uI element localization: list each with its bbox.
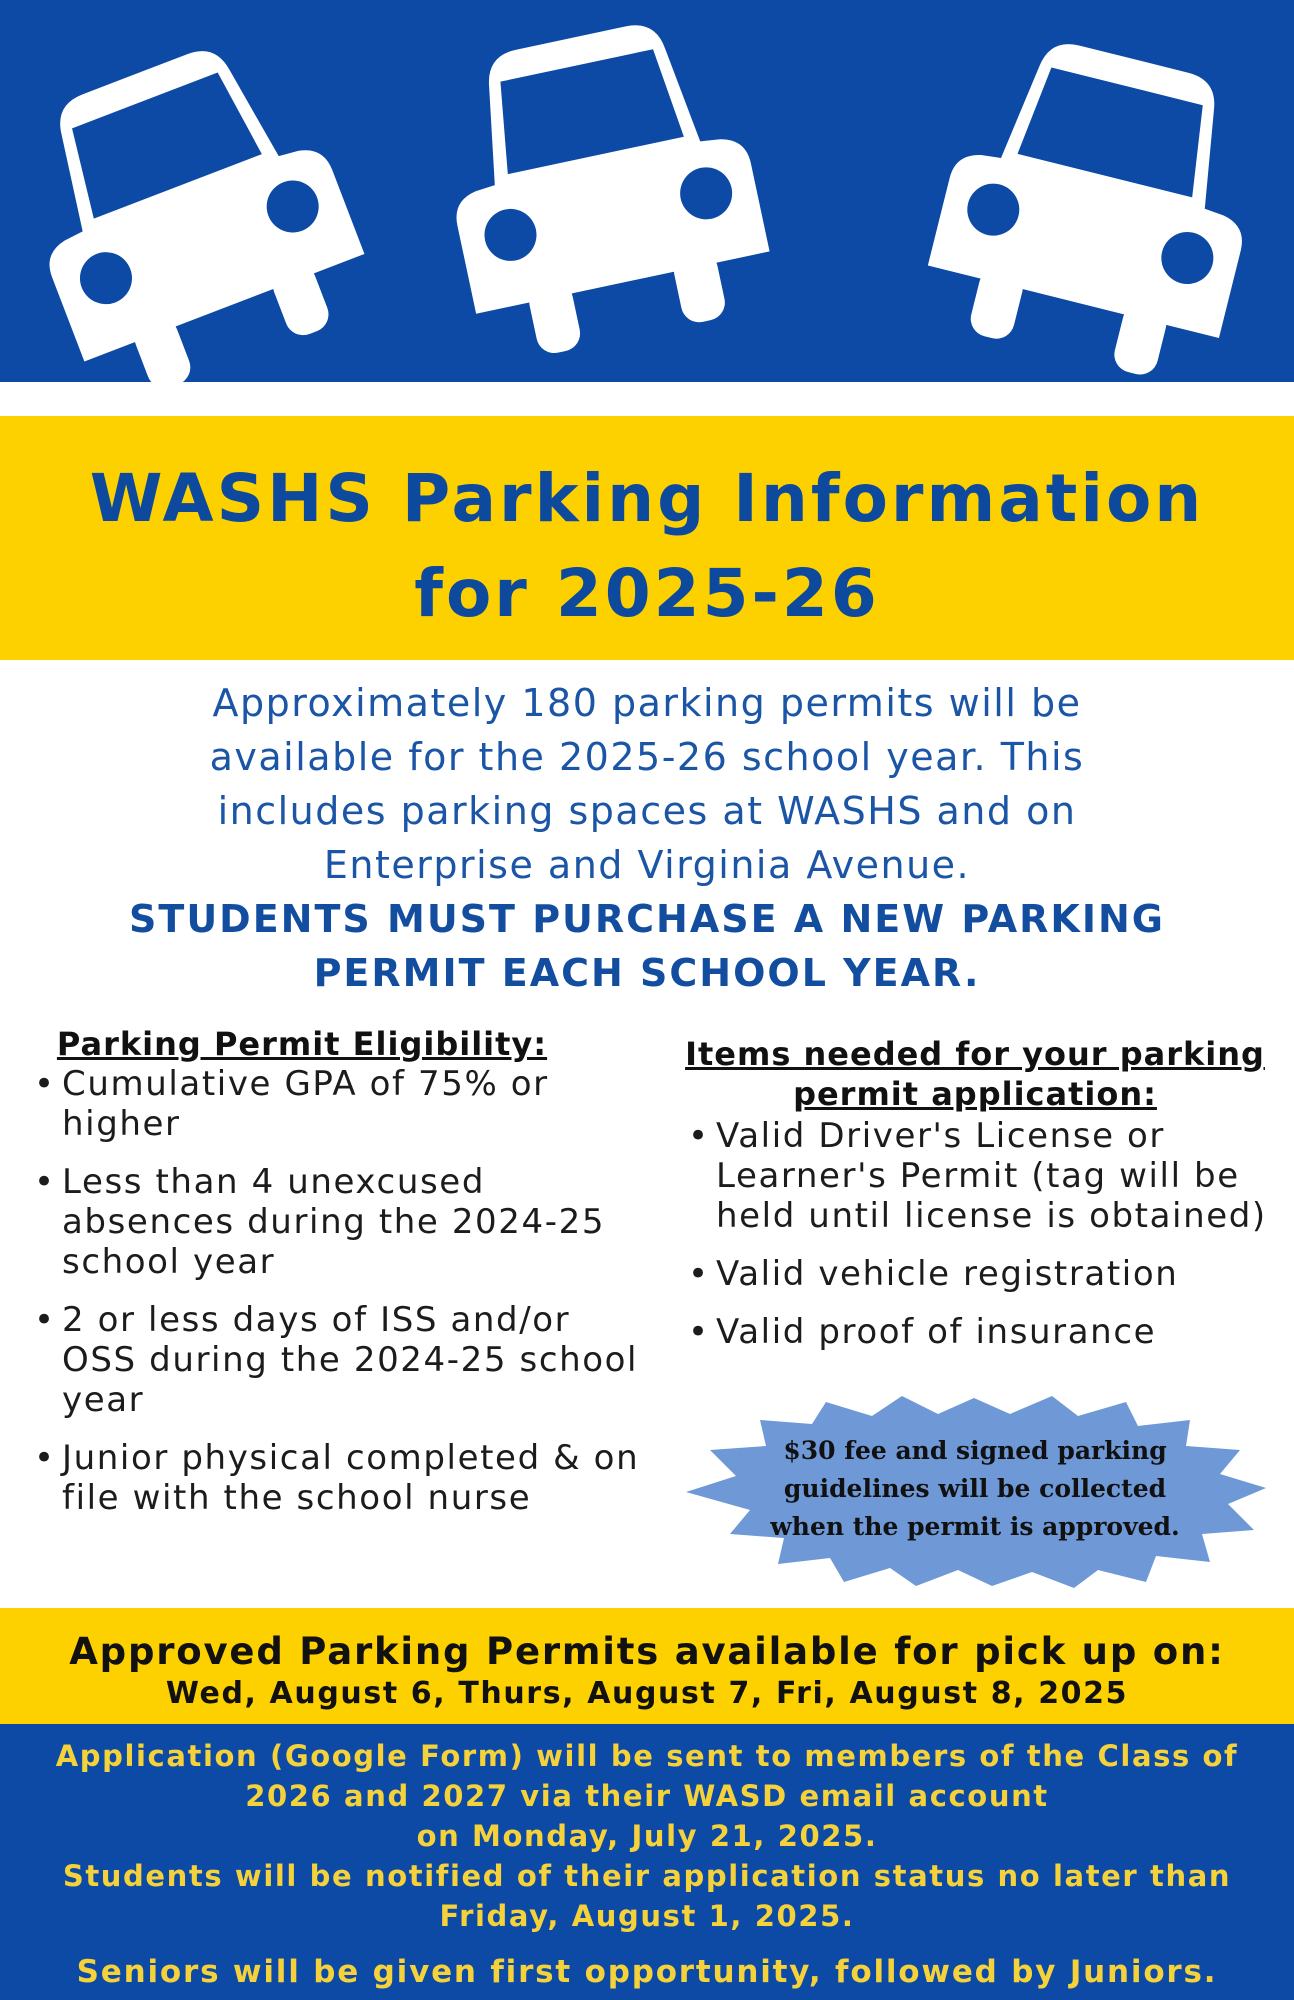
intro-line-4: Enterprise and Virginia Avenue. (323, 843, 971, 887)
intro-text (60, 676, 1234, 892)
footer-line-1: Application (Google Form) will be sent to members of the Class of (55, 1739, 1239, 1773)
list-item: • Valid proof of insurance (680, 1312, 1290, 1352)
pickup-band (0, 1608, 1294, 1724)
footer-line-3: on Monday, July 21, 2025. (416, 1819, 878, 1853)
eligibility-list (26, 1064, 646, 1518)
car-banner-art (0, 0, 1294, 382)
items-needed-section (660, 1034, 1290, 1370)
list-item: • Less than 4 unexcused absences during the 2024-25 school year (26, 1162, 646, 1282)
fee-note: $30 fee and signed parking guidelines will be collected when the permit is approved. (770, 1436, 1180, 1541)
pickup-dates: Wed, August 6, Thurs, August 7, Fri, August 8, 2025 (165, 1676, 1129, 1711)
car-icon (0, 21, 384, 382)
pickup-heading: Approved Parking Permits available for pick up on: (69, 1630, 1225, 1673)
intro-line-2: available for the 2025-26 school year. This (209, 735, 1085, 779)
eligibility-section (26, 1024, 646, 1536)
items-needed-list (680, 1116, 1290, 1352)
list-item: • Valid vehicle registration (680, 1254, 1290, 1294)
intro-section (60, 676, 1234, 1000)
title-line-1: WASHS Parking Information (89, 460, 1205, 537)
seniors-priority-note: Seniors will be given first opportunity, followed by Juniors. (76, 1954, 1218, 1990)
fee-starburst (680, 1392, 1268, 1590)
items-needed-heading: Items needed for your parking permit application: (685, 1035, 1265, 1113)
car-icon (915, 23, 1280, 382)
list-item: • Cumulative GPA of 75% or higher (26, 1064, 646, 1144)
list-item: • Junior physical completed & on file with the school nurse (26, 1438, 646, 1518)
eligibility-heading: Parking Permit Eligibility: (56, 1025, 548, 1063)
application-footer (0, 1724, 1294, 2000)
title-band (0, 416, 1294, 660)
car-banner (0, 0, 1294, 382)
intro-line-3: includes parking spaces at WASHS and on (217, 789, 1077, 833)
list-item: • 2 or less days of ISS and/or OSS during the 2024-25 school year (26, 1300, 646, 1420)
footer-line-5: Friday, August 1, 2025. (439, 1899, 855, 1933)
list-item: • Valid Driver's License or Learner's Permit (tag will be held until license is obtained) (680, 1116, 1290, 1236)
page-title (0, 451, 1294, 641)
footer-line-4: Students will be notified of their application status no later than (62, 1859, 1232, 1893)
car-icon (424, 7, 781, 368)
intro-line-1: Approximately 180 parking permits will be (212, 681, 1082, 725)
title-line-2: for 2025-26 (414, 555, 880, 632)
footer-line-2: 2026 and 2027 via their WASD email account (245, 1779, 1049, 1813)
purchase-notice (60, 892, 1234, 1000)
purchase-notice-line-1: STUDENTS MUST PURCHASE A NEW PARKING (129, 897, 1165, 941)
purchase-notice-line-2: PERMIT EACH SCHOOL YEAR. (313, 951, 981, 995)
